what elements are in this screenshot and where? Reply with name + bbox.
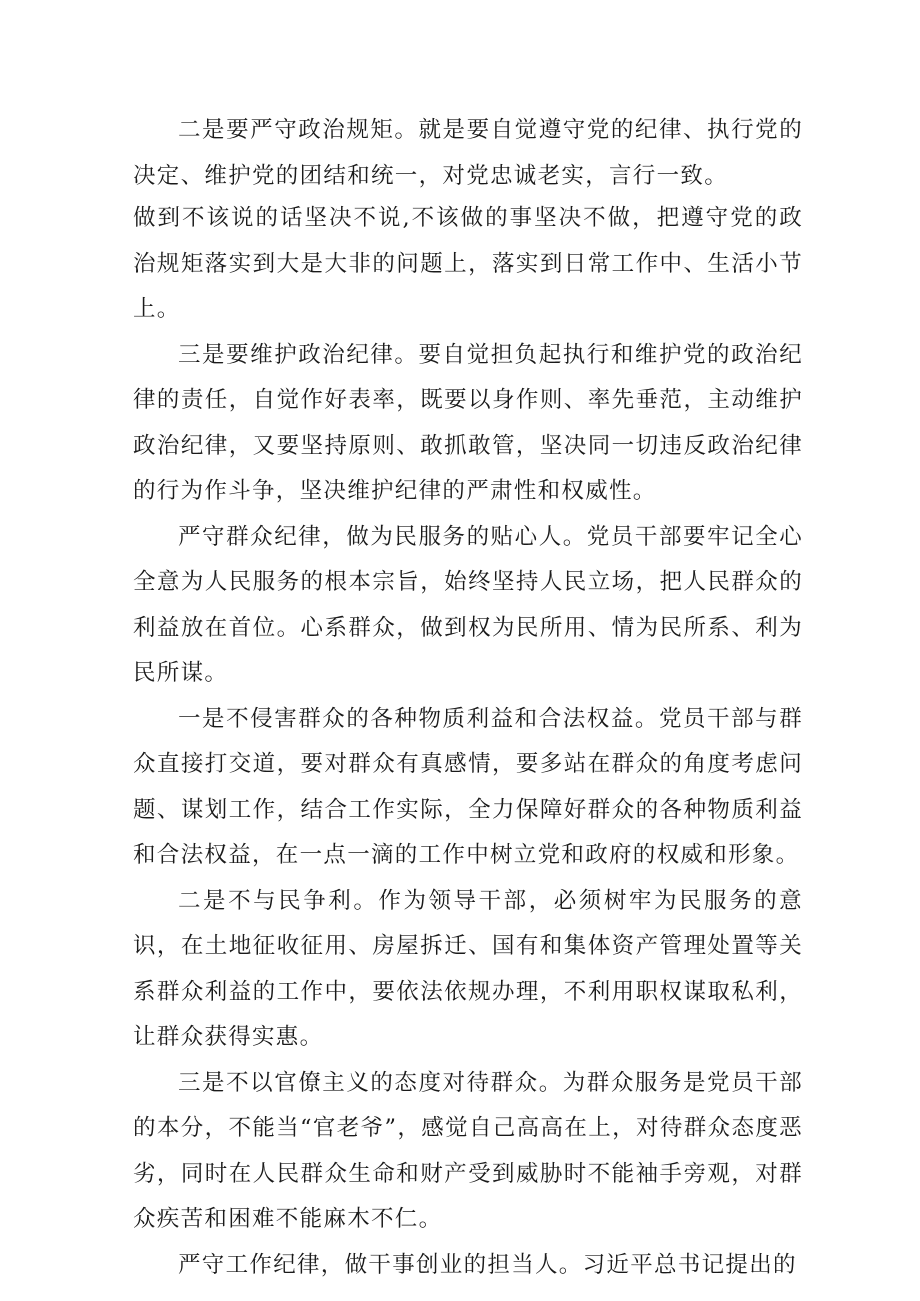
paragraph-political-discipline: 三是要维护政治纪律。要自觉担负起执行和维护党的政治纪律的责任，自觉作好表率，既要以身作则、率先垂范，主动维护政治纪律，又要坚持原则、敢抓敢管，坚决同一切违反政治纪律的行为作斗争，坚决维护纪律的严肃性和权威性。 [133, 341, 803, 504]
paragraph-work-discipline: 严守工作纪律，做干事创业的担当人。习近平总书记提出的 [178, 1251, 797, 1278]
paragraph-political-rules: 二是要严守政治规矩。就是要自觉遵守党的纪律、执行党的决定、维护党的团结和统一，对党忠诚老实，言行一致。 [133, 117, 803, 189]
document-text-top [133, 108, 803, 199]
paragraph-no-competing-for-profit: 二是不与民争利。作为领导干部，必须树牢为民服务的意识，在土地征收征用、房屋拆迁、国有和集体资产管理处置等关系群众利益的工作中，要依法依规办理，不利用职权谋取私利，让群众获得实惠。 [133, 887, 803, 1050]
paragraph-no-bureaucratism: 三是不以官僚主义的态度对待群众。为群众服务是党员干部的本分，不能当“官老爷”，感觉自己高高在上，对待群众态度恶劣，同时在人民群众生命和财产受到威胁时不能袖手旁观，对群众疾苦和困难不能麻木不仁。 [133, 1069, 803, 1232]
document-text-body [133, 196, 803, 1288]
paragraph-mass-discipline: 严守群众纪律，做为民服务的贴心人。党员干部要牢记全心全意为人民服务的根本宗旨，始终坚持人民立场，把人民群众的利益放在首位。心系群众，做到权为民所用、情为民所系、利为民所谋。 [133, 523, 803, 686]
paragraph-rules-implementation: 做到不该说的话坚决不说,不该做的事坚决不做，把遵守党的政治规矩落实到大是大非的问题上，落实到日常工作中、生活小节上。 [133, 205, 803, 322]
paragraph-no-infringement: 一是不侵害群众的各种物质利益和合法权益。党员干部与群众直接打交道，要对群众有真感情，要多站在群众的角度考虑问题、谋划工作，结合工作实际，全力保障好群众的各种物质利益和合法权益，在一点一滴的工作中树立党和政府的权威和形象。 [133, 705, 803, 868]
